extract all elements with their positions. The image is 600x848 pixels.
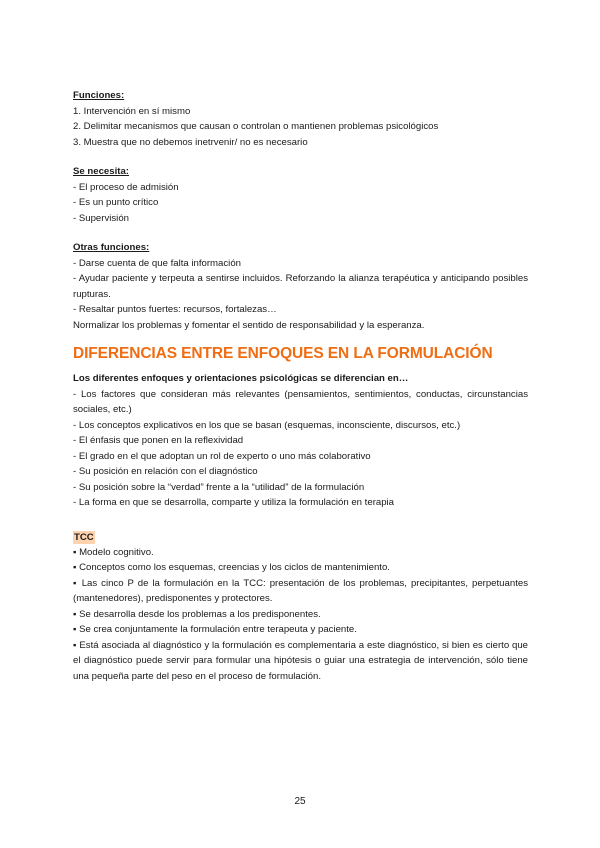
otras-funciones-item: - Resaltar puntos fuertes: recursos, fortalezas… [73,304,277,315]
tcc-item: ▪ Se desarrolla desde los problemas a los predisponentes. [73,608,321,620]
funciones-item: 3. Muestra que no debemos inetrvenir/ no es necesario [73,136,308,148]
tcc-label-row [73,527,528,545]
funciones-item: 2. Delimitar mecanismos que causan o controlan o mantienen problemas psicológicos [73,121,439,132]
otras-funciones-item: - Darse cuenta de que falta información [73,257,241,269]
diferencias-item: - Los conceptos explicativos en los que se basan (esquemas, inconsciente, discursos, etc.) [73,419,461,431]
otras-funciones-item: Normalizar los problemas y fomentar el sentido de responsabilidad y la esperanza. [73,319,425,331]
section-heading: DIFERENCIAS ENTRE ENFOQUES EN LA FORMULACIÓN [73,345,493,362]
tcc-item: ▪ Modelo cognitivo. [73,546,154,558]
se-necesita-item: - Supervisión [73,212,129,224]
se-necesita-item: - El proceso de admisión [73,181,179,193]
diferencias-item: - Su posición en relación con el diagnóstico [73,466,258,477]
page-number: 25 [294,796,306,807]
diferencias-item: - La forma en que se desarrolla, comparte y utiliza la formulación en terapia [73,497,395,508]
tcc-label: TCC [74,531,94,543]
se-necesita-item: - Es un punto crítico [73,197,159,208]
otras-funciones-item: - Ayudar paciente y terpeuta a sentirse incluidos. Reforzando la alianza terapéutica y anticipando posibles rupturas. [73,273,528,300]
diferencias-intro: Los diferentes enfoques y orientaciones psicológicas se diferencian en… [73,373,409,384]
se-necesita-title: Se necesita: [73,166,129,177]
diferencias-item: - Su posición sobre la “verdad” frente a la “utilidad” de la formulación [73,481,365,493]
diferencias-item: - Los factores que consideran más relevantes (pensamientos, sentimientos, conductas, circunstancias sociales, etc.) [73,388,528,415]
tcc-item: ▪ Está asociada al diagnóstico y la formulación es complementaria a este diagnóstico, si bien es cierto que el diagnóstico puede servir para formular una hipótesis o guiar una estrategia de intervención, sólo tiene una pequeña parte del peso en el proceso de formulación. [73,639,528,682]
diferencias-item: - El grado en el que adoptan un rol de experto o uno más colaborativo [73,450,371,462]
tcc-item: ▪ Se crea conjuntamente la formulación entre terapeuta y paciente. [73,624,357,635]
tcc-item: ▪ Conceptos como los esquemas, creencias y los ciclos de mantenimiento. [73,562,390,573]
tcc-item: ▪ Las cinco P de la formulación en la TCC: presentación de los problemas, precipitantes, perpetuantes (mantenedores), predisponentes y protectores. [73,577,528,604]
document-page [73,88,528,684]
funciones-item: 1. Intervención en sí mismo [73,105,191,117]
diferencias-item: - El énfasis que ponen en la reflexividad [73,435,244,446]
funciones-title: Funciones: [73,90,125,101]
otras-funciones-title: Otras funciones: [73,242,150,253]
